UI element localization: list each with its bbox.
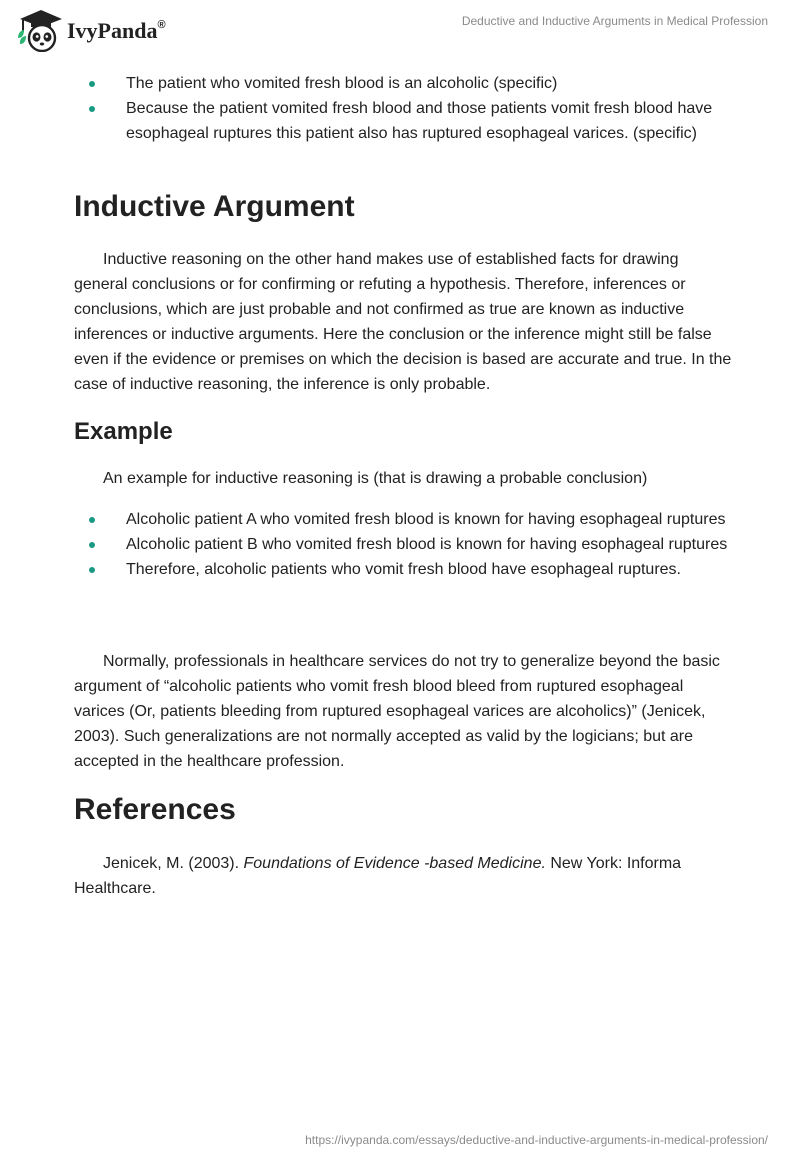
section-heading-references: References <box>74 793 236 826</box>
example-intro: An example for inductive reasoning is (that is drawing a probable conclusion) <box>103 470 648 487</box>
section-heading-example: Example <box>74 418 173 445</box>
example-paragraph: Normally, professionals in healthcare services do not try to generalize beyond the basic argument of “alcoholic patients who vomit fresh blood bleed from ruptured esophageal varices (Or, patients bleeding from ruptured esophageal varices are alcoholics)” (Jenicek, 2003). Such generalizations are not normally accepted as valid by the logicians; but are accepted in the healthcare profession. <box>74 653 720 770</box>
list-item: Alcoholic patient B who vomited fresh blood is known for having esophageal ruptures <box>74 532 734 557</box>
list-item: Alcoholic patient A who vomited fresh blood is known for having esophageal ruptures <box>74 507 734 532</box>
document-title: Deductive and Inductive Arguments in Medical Profession <box>461 14 768 28</box>
list-item: Therefore, alcoholic patients who vomit fresh blood have esophageal ruptures. <box>74 557 734 582</box>
list-item: Because the patient vomited fresh blood and those patients vomit fresh blood have esophageal ruptures this patient also has ruptured esophageal varices. (specific) <box>74 96 734 146</box>
reference-title: Foundations of Evidence -based Medicine. <box>243 855 546 872</box>
section-heading-inductive: Inductive Argument <box>74 190 355 223</box>
reference-entry: Jenicek, M. (2003). Foundations of Evidence -based Medicine. New York: Informa Healthcare. <box>74 855 682 897</box>
panda-graduate-icon <box>16 8 62 52</box>
brand-name: IvyPanda® <box>67 18 166 43</box>
list-item: The patient who vomited fresh blood is an alcoholic (specific) <box>74 71 734 96</box>
page-header <box>0 0 800 64</box>
ivypanda-logo[interactable] <box>16 8 166 52</box>
source-url[interactable]: https://ivypanda.com/essays/deductive-and-inductive-arguments-in-medical-profession/ <box>305 1133 768 1147</box>
top-bullet-list <box>74 71 734 146</box>
example-bullet-list <box>74 507 734 582</box>
inductive-paragraph: Inductive reasoning on the other hand makes use of established facts for drawing general conclusions or for confirming or refuting a hypothesis. Therefore, inferences or conclusions, which are just probable and not confirmed as true are known as inductive inferences or inductive arguments. Here the conclusion or the inference might still be false even if the evidence or premises on which the decision is based are accurate and true. In the case of inductive reasoning, the inference is only probable. <box>74 251 732 393</box>
